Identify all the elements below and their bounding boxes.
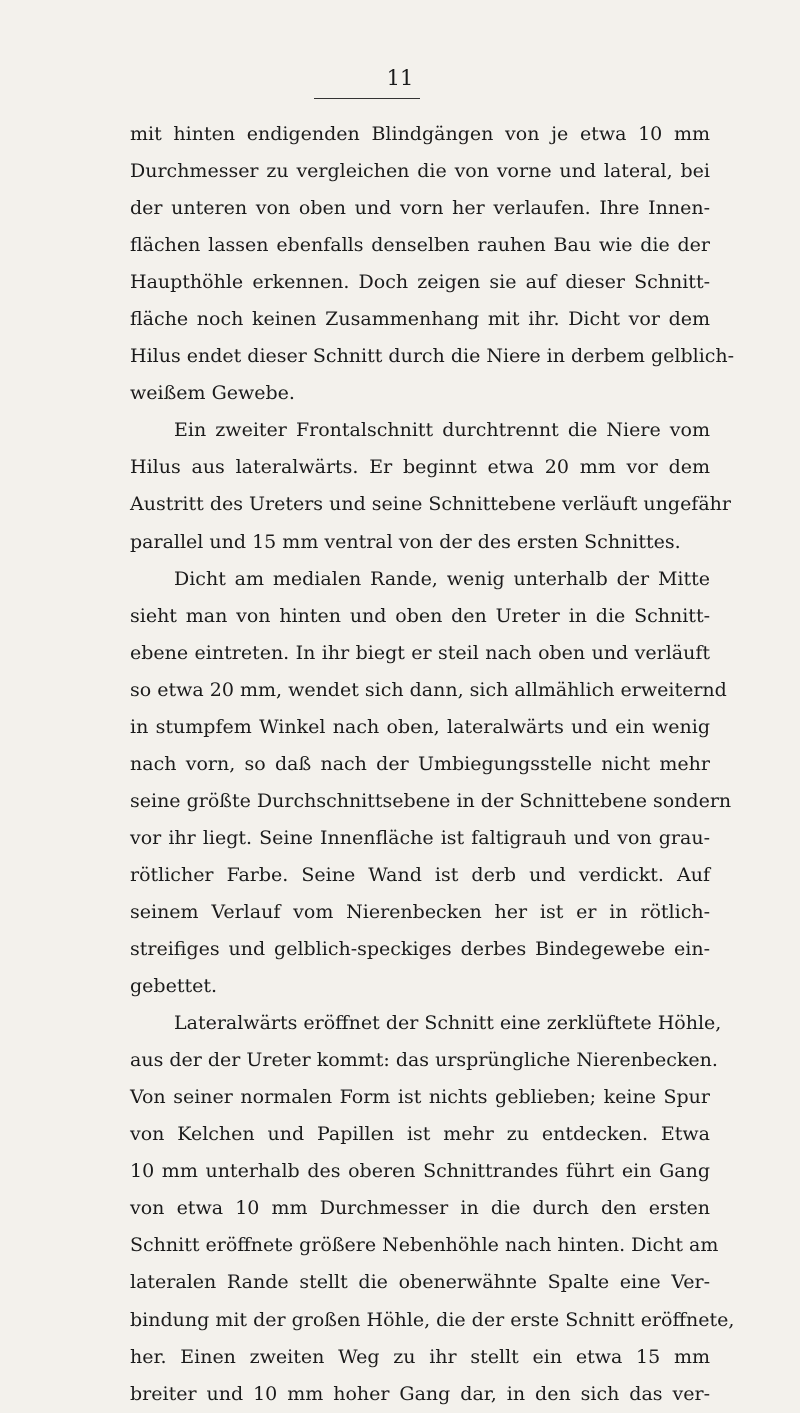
header-rule	[314, 98, 420, 99]
text-line: Hilus aus lateralwärts. Er beginnt etwa 20 mm vor dem	[130, 456, 710, 479]
text-line: her. Einen zweiten Weg zu ihr stellt ein etwa 15 mm	[130, 1345, 710, 1368]
text-line: aus der der Ureter kommt: das ursprüngliche Nierenbecken.	[130, 1049, 718, 1072]
text-line: weißem Gewebe.	[130, 382, 295, 405]
text-line: in stumpfem Winkel nach oben, lateralwärts und ein wenig	[130, 715, 710, 738]
text-line: Lateralwärts eröffnet der Schnitt eine zerklüftete Höhle,	[174, 1012, 722, 1035]
text-line: fläche noch keinen Zusammenhang mit ihr. Dicht vor dem	[130, 308, 710, 331]
text-line: flächen lassen ebenfalls denselben rauhen Bau wie die der	[130, 234, 710, 257]
text-line: seinem Verlauf vom Nierenbecken her ist er in rötlich-	[130, 900, 710, 923]
text-line: nach vorn, so daß nach der Umbiegungsstelle nicht mehr	[130, 752, 710, 775]
text-line: der unteren von oben und vorn her verlaufen. Ihre Innen-	[130, 197, 710, 220]
body-text	[130, 116, 735, 1413]
text-line: parallel und 15 mm ventral von der des ersten Schnittes.	[130, 530, 681, 553]
page-number: 11	[386, 66, 414, 90]
text-line: Von seiner normalen Form ist nichts geblieben; keine Spur	[130, 1086, 710, 1109]
text-line: Dicht am medialen Rande, wenig unterhalb der Mitte	[174, 567, 710, 590]
text-line: rötlicher Farbe. Seine Wand ist derb und verdickt. Auf	[130, 863, 710, 886]
text-line: gebettet.	[130, 975, 218, 998]
text-line: streifiges und gelblich-speckiges derbes Bindegewebe ein-	[130, 938, 710, 961]
text-line: so etwa 20 mm, wendet sich dann, sich allmählich erweiternd	[130, 678, 727, 701]
text-line: Durchmesser zu vergleichen die von vorne und lateral, bei	[130, 160, 710, 183]
text-line: ebene eintreten. In ihr biegt er steil nach oben und verläuft	[130, 641, 710, 664]
text-line: von etwa 10 mm Durchmesser in die durch den ersten	[130, 1197, 710, 1220]
text-line: vor ihr liegt. Seine Innenfläche ist faltigrauh und von grau-	[130, 826, 710, 849]
text-line: 10 mm unterhalb des oberen Schnittrandes führt ein Gang	[130, 1160, 710, 1183]
text-line: Haupthöhle erkennen. Doch zeigen sie auf dieser Schnitt-	[130, 271, 710, 294]
text-line: Hilus endet dieser Schnitt durch die Niere in derbem gelblich-	[130, 345, 735, 368]
text-line: von Kelchen und Papillen ist mehr zu entdecken. Etwa	[130, 1123, 710, 1146]
text-line: Austritt des Ureters und seine Schnittebene verläuft ungefähr	[130, 493, 731, 516]
text-line: sieht man von hinten und oben den Ureter in die Schnitt-	[130, 604, 710, 627]
text-line: bindung mit der großen Höhle, die der erste Schnitt eröffnete,	[130, 1308, 735, 1331]
text-line: Ein zweiter Frontalschnitt durchtrennt die Niere vom	[174, 419, 710, 442]
text-line: Schnitt eröffnete größere Nebenhöhle nach hinten. Dicht am	[130, 1234, 719, 1257]
text-line: breiter und 10 mm hoher Gang dar, in den sich das ver-	[130, 1382, 710, 1405]
text-line: seine größte Durchschnittsebene in der Schnittebene sondern	[130, 789, 732, 812]
text-line: lateralen Rande stellt die obenerwähnte Spalte eine Ver-	[130, 1271, 710, 1294]
text-line: mit hinten endigenden Blindgängen von je etwa 10 mm	[130, 123, 710, 145]
